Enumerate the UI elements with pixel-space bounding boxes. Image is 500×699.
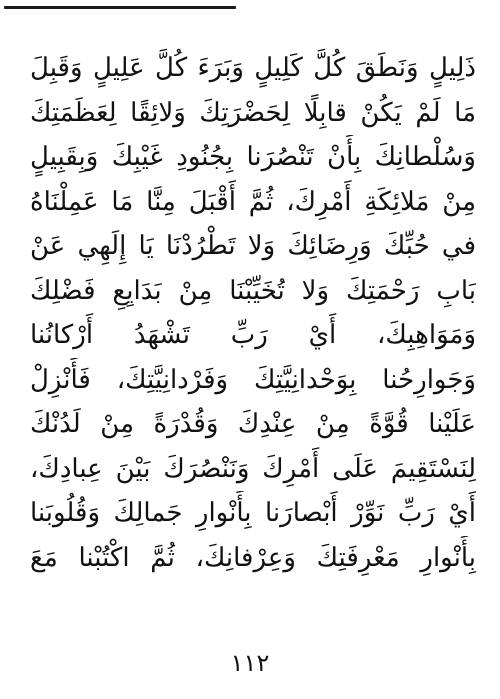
- text-line: بِأَنْوارِ مَعْرِفَتِكَ وَعِرْفانِكَ، ثُمَّ اكْتُبْنا مَعَ: [30, 542, 476, 573]
- text-line: لِنَسْتَقِيمَ عَلَى أَمْرِكَ وَنَنْصُرَكَ بَيْنَ عِبادِكَ،: [30, 453, 476, 484]
- text-line: مَا لَمْ يَكُنْ قابِلًا لِحَضْرَتِكَ وَلائِقًا لِعَظَمَتِكَ: [30, 97, 476, 128]
- prayer-text: [30, 46, 476, 580]
- text-line: وَجَوارِحُنا بِوَحْدانِيَّتِكَ وَفَرْدانِيَّتِكَ، فَأَنْزِلْ: [30, 364, 476, 395]
- text-line: بَابِ رَحْمَتِكَ وَلا تُخَيِّبْنَا مِنْ بَدَايِعِ فَضْلِكَ: [30, 275, 476, 306]
- text-line: في حُبِّكَ وَرِضَائِكَ وَلا تَطْرُدْنَا يَا إِلَهِي عَنْ: [30, 231, 476, 261]
- text-line: وَسُلْطانِكَ بِأَنْ تَنْصُرَنا بِجُنُودِ غَيْبِكَ وَبِقَبِيلٍ: [30, 142, 476, 172]
- text-line: عَلَيْنا قُوَّةً مِنْ عِنْدِكَ وَقُدْرَةً مِنْ لَدُنْكَ: [30, 409, 476, 439]
- text-line: ذَلِيلٍ وَنَطَقَ كُلَّ كَلِيلٍ وَبَرَءَ كُلَّ عَلِيلٍ وَقَبِلَ: [30, 53, 476, 83]
- text-line: وَمَوَاهِبِكَ، أَيْ رَبِّ تَشْهَدُ أَرْكانُنا: [30, 320, 476, 350]
- top-rule: [4, 6, 236, 9]
- text-line: مِنْ مَلائِكَةِ أَمْرِكَ، ثُمَّ أَقْبَلَ مِنَّا مَا عَمِلْنَاهُ: [30, 186, 476, 217]
- text-line: أَيْ رَبِّ نَوِّرْ أَبْصارَنا بِأَنْوارِ جَمالِكَ وَقُلُوبَنا: [30, 498, 476, 528]
- page-number: ١١٢: [230, 649, 270, 677]
